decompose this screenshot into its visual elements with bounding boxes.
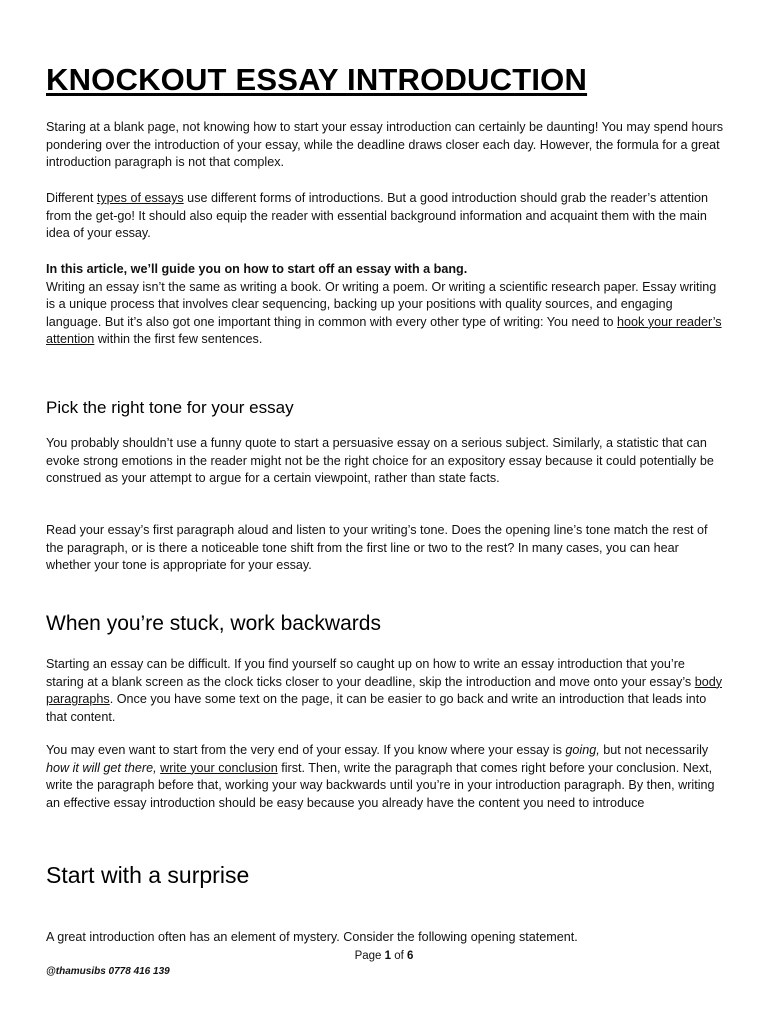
surprise-text-1: A great introduction often has an element of mystery. Consider the following opening statement. xyxy=(46,930,578,944)
intro-text-1: Staring at a blank page, not knowing how to start your essay introduction can certainly be daunting! You may spend hours pondering over the introduction of your essay, while the deadline draws closer each day. However, the formula for a great introduction paragraph is not that complex. xyxy=(46,120,723,170)
surprise-paragraph-1 xyxy=(46,929,724,947)
types-of-essays-link[interactable]: types of essays xyxy=(96,191,184,205)
backwards-paragraph-2 xyxy=(46,742,724,812)
intro-bold-line: In this article, we’ll guide you on how to start off an essay with a bang. xyxy=(46,262,468,276)
tone-text-2: Read your essay’s first paragraph aloud and listen to your writing’s tone. Does the opening line’s tone match the rest of the paragraph, or is there a noticeable tone shift from the first line or two to the rest? In many cases, you can hear whether your tone is appropriate for your essay. xyxy=(46,523,708,573)
author-contact: @thamusibs 0778 416 139 xyxy=(46,966,170,977)
intro-paragraph-2 xyxy=(46,190,724,243)
backwards-text-2 xyxy=(46,742,724,812)
section-heading-tone: Pick the right tone for your essay xyxy=(46,398,294,417)
section-heading-backwards: When you’re stuck, work backwards xyxy=(46,612,381,635)
text-span: Different xyxy=(46,191,97,205)
section-heading-surprise: Start with a surprise xyxy=(46,862,250,888)
tone-text-1: You probably shouldn’t use a funny quote to start a persuasive essay on a serious subject. Similarly, a statistic that can evoke strong emotions in the reader might not be the right choice for an expository essay because it could potentially be construed as your attempt to argue for a certain viewpoint, rather than state facts. xyxy=(46,436,714,486)
hook-attention-link[interactable]: hook your reader’s attention xyxy=(46,314,722,347)
text-span: within the first few sentences. xyxy=(94,332,263,347)
italic-text: how it will get there, xyxy=(46,760,157,775)
text-span: You may even want to start from the very end of your essay. If you know where your essay is xyxy=(46,743,566,757)
current-page: 1 xyxy=(384,950,392,962)
backwards-text-1 xyxy=(46,656,724,726)
intro-text-3 xyxy=(46,279,724,349)
page-label: Page xyxy=(354,950,385,962)
text-span: Writing an essay isn’t the same as writing a book. Or writing a poem. Or writing a scientific research paper. Essay writing is a unique process that involves clear sequencing, backing up your positions with quality sources, and engaging language. But it’s also got one important thing in common with every other type of writing: You need to xyxy=(46,279,717,329)
intro-text-2 xyxy=(46,190,724,243)
tone-paragraph-2 xyxy=(46,522,724,575)
intro-paragraph-1 xyxy=(46,119,724,172)
italic-text: going, xyxy=(565,743,600,757)
of-label: of xyxy=(391,950,408,962)
body-paragraphs-link[interactable]: body paragraphs xyxy=(46,674,723,707)
text-span: use different forms of introductions. But a good introduction should grab the reader’s attention from the get-go! It should also equip the reader with essential background information and acquaint them with the main idea of your essay. xyxy=(46,191,709,241)
write-conclusion-link[interactable]: write your conclusion xyxy=(160,760,278,775)
total-pages: 6 xyxy=(407,950,414,962)
text-span: Starting an essay can be difficult. If you find yourself so caught up on how to write an essay introduction that you’re staring at a blank screen as the clock ticks closer to your deadline, skip the introduction and move onto your essay’s xyxy=(46,657,695,689)
page-number xyxy=(0,950,768,962)
intro-paragraph-3 xyxy=(46,261,724,349)
text-span: . Once you have some text on the page, it can be easier to go back and write an introduction that leads into that content. xyxy=(46,692,707,724)
text-span: but not necessarily xyxy=(599,743,709,757)
backwards-paragraph-1 xyxy=(46,656,724,726)
text-span: first. Then, write the paragraph that comes right before your conclusion. Next, write the paragraph before that, working your way backwards until you’re in your introduction paragraph. By then, writing an effective essay introduction should be easy because you already have the content you need to introduce xyxy=(46,760,715,810)
document-title: KNOCKOUT ESSAY INTRODUCTION xyxy=(46,62,588,97)
tone-paragraph-1 xyxy=(46,435,724,488)
